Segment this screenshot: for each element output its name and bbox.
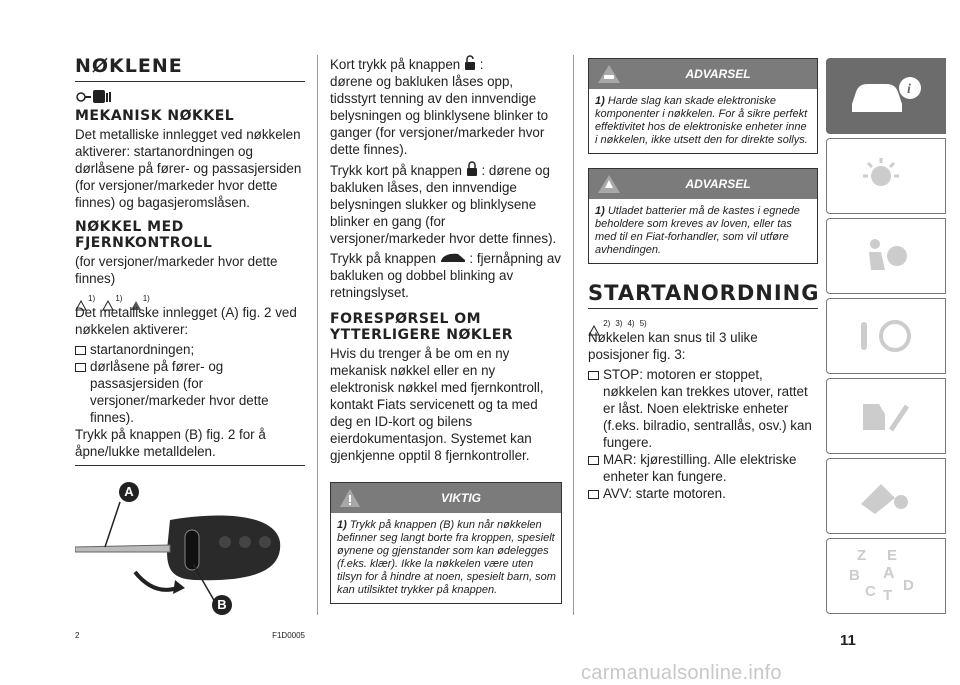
key-figure [75, 472, 305, 627]
page-number: 11 [840, 632, 856, 649]
warning-callout-2: ADVARSEL 1) Utladet batterier må de kastes i egnede beholdere som kreves av loven, eller tas med til en Fiat-forhandler, som vil utføre avhendingen. [588, 168, 818, 264]
button-b-text: Trykk på knappen (B) fig. 2 for å åpne/lukke metalldelen. [75, 427, 266, 459]
index-letter: T [883, 587, 893, 604]
section-title: NØKLENE [75, 55, 183, 77]
section-title-start: STARTANORDNING [588, 281, 820, 305]
warning-refs: 1) 1) 1) [75, 290, 305, 304]
important-callout: VIKTIG 1) Trykk på knappen (B) kun når nøkkelen befinner seg langt borte fra kroppen, spesielt øynene og gjenstander som kan ødelegges (f.eks. klær). Ikke la nøkkelen være uten tilsyn for å hindre at noen, spesielt barn, som kan utilsiktet trykker på knappen. [330, 482, 562, 604]
unlock-icon [464, 55, 476, 71]
tab-service[interactable] [826, 378, 946, 454]
subheading-mechanical-key: MEKANISK NØKKEL [75, 108, 235, 124]
service-icon [851, 394, 921, 438]
column-3 [588, 58, 818, 502]
tailgate-icon [440, 252, 466, 264]
list-item: STOP: motoren er stoppet, nøkkelen kan trekkes utover, rattet er låst. Noen elektriske enheter (f.eks. bilradio, sentrallås, osv.) kan fungere. [588, 366, 818, 451]
multimedia-icon [851, 474, 921, 518]
column-2 [330, 55, 562, 604]
bullet-icon [588, 371, 599, 380]
divider [75, 465, 305, 466]
bullet-icon [75, 363, 86, 372]
mechanical-key-text: Det metalliske innlegget ved nøkkelen aktiverer: startanordningen og dørlåsene på fører- og passasjersiden (for versjoner/markeder hvor dette finnes) og bagasjeromslåsen. [75, 127, 302, 210]
label-b: B [212, 595, 232, 615]
divider [588, 308, 818, 309]
important-icon [339, 487, 361, 509]
environment-icon [597, 173, 621, 195]
tailgate-text: Trykk på knappen : fjernåpning av bakluken og dobbel blinking av retningslyset. [330, 251, 561, 300]
lock-icon [466, 161, 478, 177]
tab-warning-lights[interactable] [826, 138, 946, 214]
watermark: carmanualsonline.info [581, 662, 782, 684]
positions-text: Nøkkelen kan snus til 3 ulike posisjoner fig. 3: [588, 330, 758, 362]
bullet-icon [75, 346, 86, 355]
warning-refs: 2) 3) 4) 5) [588, 315, 818, 329]
car-warning-icon [597, 63, 621, 85]
key-icon [75, 88, 305, 104]
warning-callout-1: ADVARSEL 1) Harde slag kan skade elektroniske komponenter i nøkkelen. For å sikre perfekt effektivitet hos de elektroniske enheter inne i nøkkelen, ikke utsett den for direkte sollys. [588, 58, 818, 154]
index-letter: Z [857, 547, 867, 564]
list-item: startanordningen; [75, 341, 305, 358]
chapter-tabs [826, 58, 946, 618]
extra-keys-text: Hvis du trenger å be om en ny mekanisk nøkkel eller en ny elektronisk nøkkel med fjernkontroll, kontakt Fiats servicenett og ta med deg en ID-kort og bilens eierdokumentasjon. Systemet kan gjenkjenne opptil 8 fjernkontroller. [330, 346, 544, 463]
airbag-icon [851, 234, 921, 278]
index-letter: E [887, 547, 898, 564]
tab-car-info[interactable] [826, 58, 946, 134]
subheading-extra-keys: FORESPØRSEL OM YTTERLIGERE NØKLER [330, 311, 514, 343]
tab-multimedia[interactable] [826, 458, 946, 534]
svg-text:i: i [907, 82, 911, 97]
remote-key-note: (for versjoner/markeder hvor dette finnes) [75, 254, 278, 286]
list-item: MAR: kjørestilling. Alle elektriske enheter kan fungere. [588, 451, 818, 485]
tab-airbag[interactable] [826, 218, 946, 294]
remote-key-text: Det metalliske innlegget (A) fig. 2 ved nøkkelen aktiverer: [75, 305, 297, 337]
car-info-icon [846, 74, 926, 118]
column-1 [75, 55, 305, 644]
index-letter: C [865, 583, 876, 600]
list-item: AVV: starte motoren. [588, 485, 818, 502]
divider [75, 81, 305, 82]
warning-lights-icon [851, 154, 921, 198]
bullet-icon [588, 456, 599, 465]
index-letter: D [903, 577, 914, 594]
figure-caption: 2 F1D0005 [75, 631, 305, 640]
tab-steering[interactable] [826, 298, 946, 374]
lock-text: Trykk kort på knappen : dørene og bakluken låses, den innvendige belysningen slukker og blinklysene blinker en gang (for versjoner/markeder hvor dette finnes). [330, 163, 557, 246]
steering-icon [851, 314, 921, 358]
list-item: dørlåsene på fører- og passasjersiden (for versjoner/markeder hvor dette finnes). [75, 358, 305, 426]
bullet-icon [588, 490, 599, 499]
subheading-remote-key: NØKKEL MED FJERNKONTROLL [75, 219, 213, 251]
tab-index[interactable] [826, 538, 946, 614]
unlock-text: Kort trykk på knappen : dørene og bakluken låses opp, tidsstyrt tenning av den innvendige belysningen og blinklysene blinker to ganger (for versjoner/markeder hvor dette finnes). [330, 57, 549, 157]
label-a: A [119, 482, 139, 502]
index-letter: B [849, 567, 860, 584]
index-letter: A [883, 565, 895, 582]
